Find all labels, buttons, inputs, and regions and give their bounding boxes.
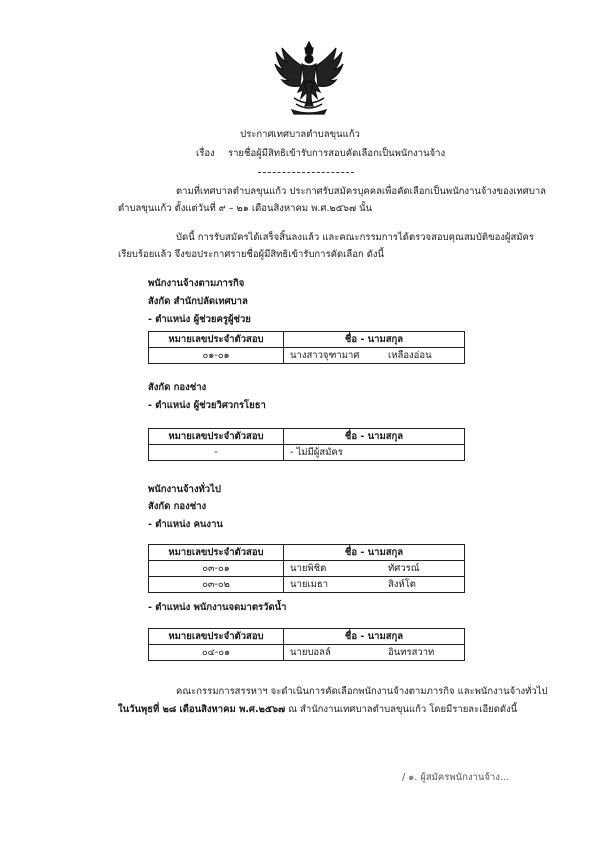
mission-dept-2: สังกัด กองช่าง <box>148 382 207 393</box>
candidate-name: - ไม่มีผู้สมัคร <box>284 445 465 461</box>
intro-para2-line2: เรียบร้อยแล้ว จึงขอประกาศรายชื่อผู้มีสิทธิเข้ารับการคัดเลือก ดังนี้ <box>118 249 384 260</box>
section-general-title: พนักงานจ้างทั่วไป <box>148 484 221 495</box>
col-header-name: ชื่อ - นามสกุล <box>284 545 465 561</box>
continuation-note: / ๑. ผู้สมัครพนักงานจ้าง... <box>402 772 509 783</box>
section-mission-title: พนักงานจ้างตามภารกิจ <box>148 278 245 289</box>
mission-position-2: - ตำแหน่ง ผู้ช่วยวิศวกรโยธา <box>148 400 266 411</box>
table-row <box>149 445 465 461</box>
col-header-name: ชื่อ - นามสกุล <box>284 429 465 445</box>
intro-para2-line1: บัดนี้ การรับสมัครได้เสร็จสิ้นลงแล้ว และคณะกรรมการได้ตรวจสอบคุณสมบัติของผู้สมัคร <box>176 232 534 243</box>
general-position-1: - ตำแหน่ง คนงาน <box>148 519 223 530</box>
table-row <box>149 645 465 661</box>
general-position-2: - ตำแหน่ง พนักงานจดมาตรวัดน้ำ <box>148 602 287 613</box>
candidate-name: นายบอลล์ อินทรสวาท <box>284 645 465 661</box>
candidate-name: นางสาวจุฑามาศ เหลืองอ่อน <box>284 348 465 364</box>
exam-id: ๐๓-๐๑ <box>149 561 284 577</box>
closing-line2: ในวันพุธที่ ๒๘ เดือนสิงหาคม พ.ศ.๒๕๖๗ ณ สำนักงานเทศบาลตำบลขุนแก้ว โดยมีรายละเอียดดังนี้ <box>118 704 518 715</box>
header-divider <box>258 172 354 173</box>
closing-line1: คณะกรรมการสรรหาฯ จะดำเนินการคัดเลือกพนักงานจ้างตามภารกิจ และพนักงานจ้างทั่วไป <box>176 686 548 697</box>
exam-id: ๐๔-๐๑ <box>149 645 284 661</box>
intro-para1-line2: ตำบลขุนแก้ว ตั้งแต่วันที่ ๙ – ๒๑ เดือนสิงหาคม พ.ศ.๒๕๖๗ นั้น <box>118 203 373 214</box>
col-header-id: หมายเลขประจำตัวสอบ <box>149 429 284 445</box>
table-row <box>149 561 465 577</box>
subject-text: รายชื่อผู้มีสิทธิเข้ารับการสอบคัดเลือกเป็นพนักงานจ้าง <box>228 148 446 159</box>
announcement-title: ประกาศเทศบาลตำบลขุนแก้ว <box>240 129 360 140</box>
col-header-id: หมายเลขประจำตัวสอบ <box>149 332 284 348</box>
table-row <box>149 577 465 593</box>
col-header-name: ชื่อ - นามสกุล <box>284 332 465 348</box>
exam-id: ๐๑-๐๑ <box>149 348 284 364</box>
mission-table-2 <box>148 428 465 461</box>
general-dept: สังกัด กองช่าง <box>148 501 207 512</box>
general-table-2 <box>148 628 465 661</box>
exam-date: ในวันพุธที่ ๒๘ เดือนสิงหาคม พ.ศ.๒๕๖๗ <box>118 704 286 715</box>
table-row <box>149 348 465 364</box>
general-table-1 <box>148 544 465 593</box>
col-header-name: ชื่อ - นามสกุล <box>284 629 465 645</box>
col-header-id: หมายเลขประจำตัวสอบ <box>149 629 284 645</box>
garuda-emblem-icon <box>272 38 346 118</box>
candidate-name: นายพิชิต ทัศวรณ์ <box>284 561 465 577</box>
mission-dept-1: สังกัด สำนักปลัดเทศบาล <box>148 296 248 307</box>
exam-id: - <box>149 445 284 461</box>
subject-label: เรื่อง <box>196 148 215 159</box>
mission-table-1 <box>148 331 465 364</box>
intro-para1-line1: ตามที่เทศบาลตำบลขุนแก้ว ประกาศรับสมัครบุคคลเพื่อคัดเลือกเป็นพนักงานจ้างของเทศบาล <box>176 186 547 197</box>
mission-position-1: - ตำแหน่ง ผู้ช่วยครูผู้ช่วย <box>148 314 251 325</box>
candidate-name: นายเมธา สิงห์โต <box>284 577 465 593</box>
col-header-id: หมายเลขประจำตัวสอบ <box>149 545 284 561</box>
exam-id: ๐๓-๐๒ <box>149 577 284 593</box>
